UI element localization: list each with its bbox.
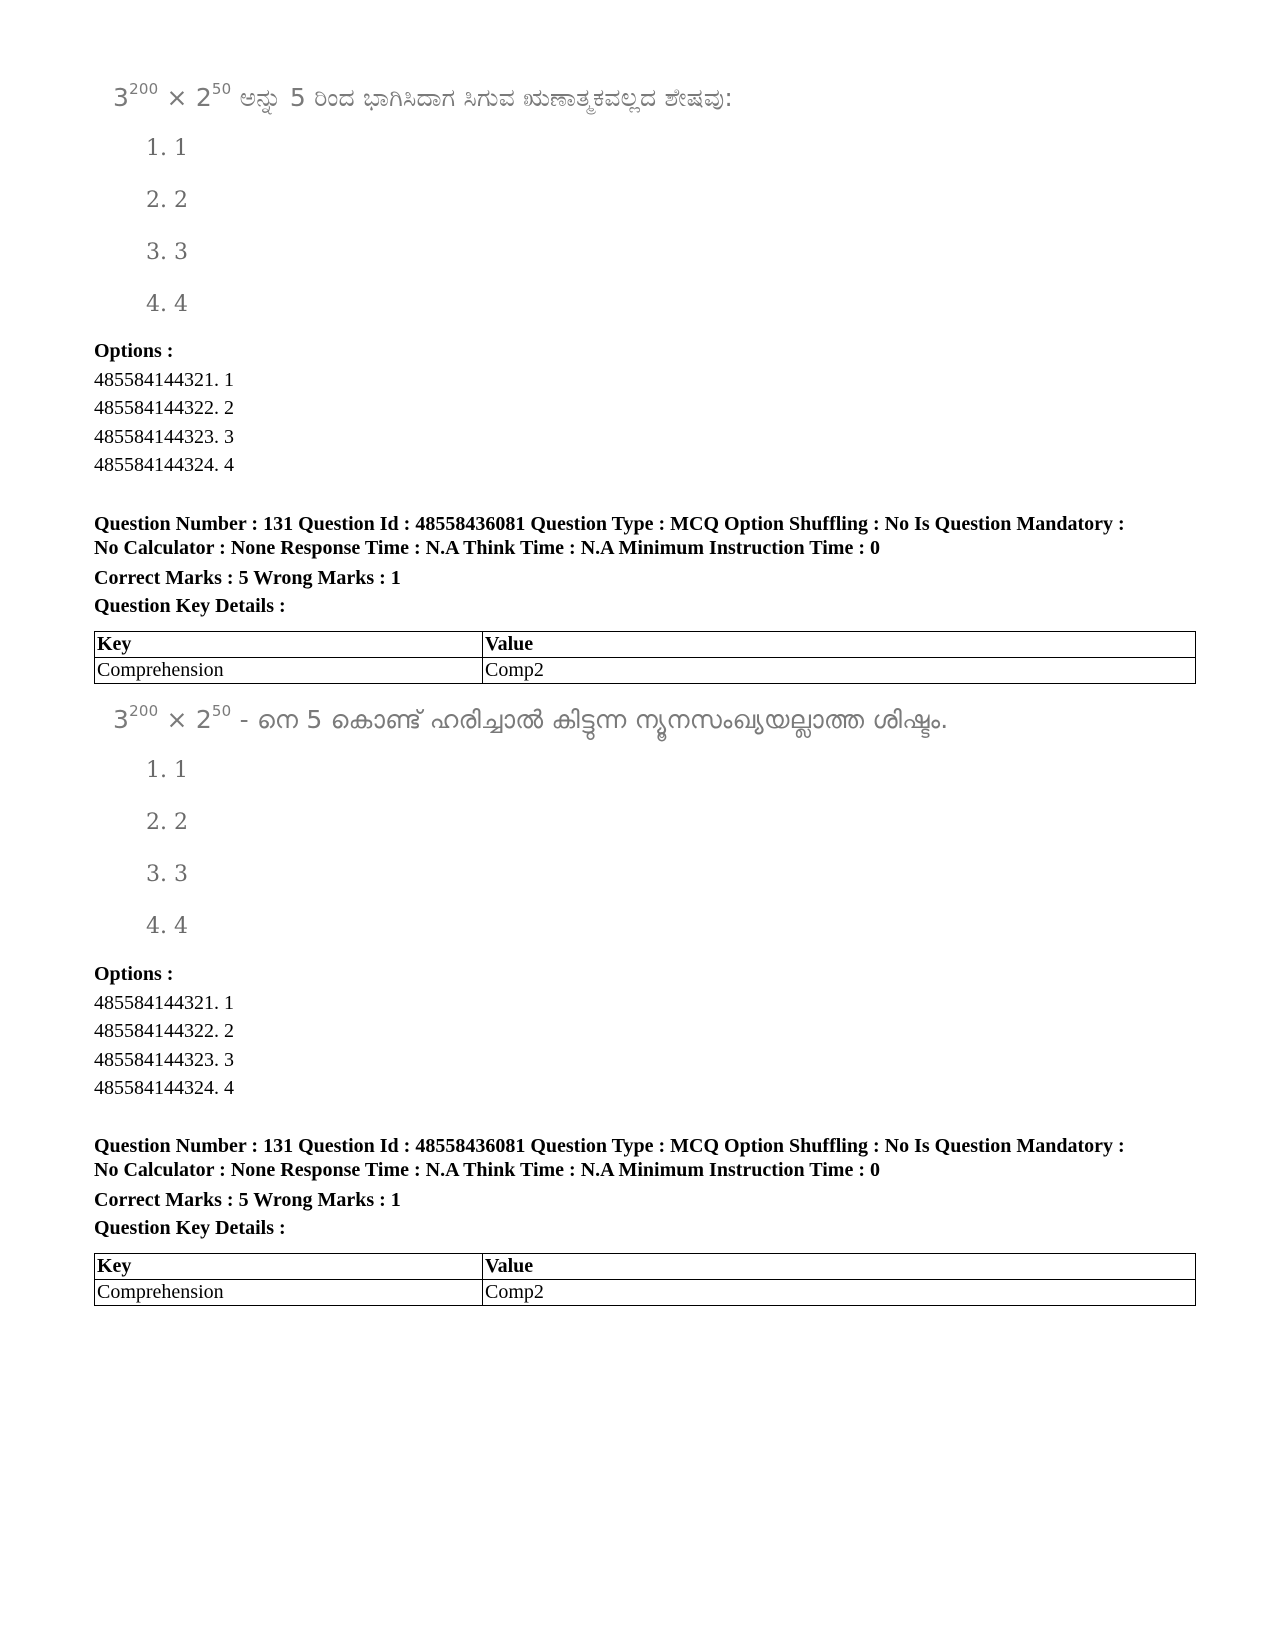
option-item: 485584144323. 3 [94, 1048, 234, 1071]
key-details-table [94, 1253, 1196, 1306]
table-row [95, 1280, 1196, 1306]
table-cell-key: Comprehension [95, 658, 483, 684]
table-cell-value: Comp2 [483, 658, 1196, 684]
stem-text: ಅನ್ನು 5 ರಿಂದ ಭಾಗಿಸಿದಾಗ ಸಿಗುವ ಋಣಾತ್ಮಕವಲ್ಲದ ಶೇಷವು: [239, 83, 734, 112]
stem-base-1: 3 [113, 83, 130, 112]
choice-2: 2. 2 [146, 188, 188, 213]
choice-2: 2. 2 [146, 810, 188, 835]
meta-line-1: Question Number : 131 Question Id : 48558436081 Question Type : MCQ Option Shuffling : No Is Question Mandatory : [94, 1135, 1125, 1157]
table-row [95, 658, 1196, 684]
option-item: 485584144321. 1 [94, 991, 234, 1014]
table-cell-key: Comprehension [95, 1280, 483, 1306]
option-item: 485584144324. 4 [94, 454, 234, 476]
meta-line-2: No Calculator : None Response Time : N.A Think Time : N.A Minimum Instruction Time : 0 [94, 1159, 880, 1181]
choice-1: 1. 1 [146, 136, 188, 161]
question-meta [94, 1134, 1214, 1242]
choice-3: 3. 3 [146, 240, 188, 265]
option-item: 485584144323. 3 [94, 425, 234, 448]
stem-times-sign: × [166, 705, 188, 734]
options-title: Options : [94, 340, 174, 362]
marks-line: Correct Marks : 5 Wrong Marks : 1 [94, 567, 401, 589]
key-details-title: Question Key Details : [94, 1217, 286, 1239]
options-list [94, 960, 234, 1103]
meta-line-2: No Calculator : None Response Time : N.A Think Time : N.A Minimum Instruction Time : 0 [94, 537, 880, 559]
table-cell-value: Comp2 [483, 1280, 1196, 1306]
key-details-table [94, 631, 1196, 684]
stem-exponent-2: 50 [211, 702, 232, 720]
option-item: 485584144324. 4 [94, 1077, 234, 1099]
question-stem [113, 78, 1013, 118]
question-stem [113, 700, 1013, 740]
stem-base-1: 3 [113, 705, 130, 734]
stem-times-sign: × [166, 83, 188, 112]
key-details-title: Question Key Details : [94, 595, 286, 617]
option-item: 485584144322. 2 [94, 397, 234, 419]
stem-text: - നെ 5 കൊണ്ട് ഹരിച്ചാൽ കിട്ടുന്ന ന്യൂനസംഖ്യയല്ലാത്ത ശിഷ്ടം. [239, 705, 949, 734]
stem-exponent-2: 50 [211, 80, 232, 98]
stem-exponent-1: 200 [129, 702, 159, 720]
stem-exponent-1: 200 [129, 80, 159, 98]
table-header-value: Value [483, 1254, 1196, 1280]
marks-line: Correct Marks : 5 Wrong Marks : 1 [94, 1189, 401, 1211]
choice-3: 3. 3 [146, 862, 188, 887]
choice-4: 4. 4 [146, 914, 188, 939]
choice-4: 4. 4 [146, 292, 188, 317]
table-header-value: Value [483, 632, 1196, 658]
table-header-row [95, 632, 1196, 658]
question-meta [94, 512, 1214, 620]
question-image-kannada [113, 78, 1013, 317]
question-image-malayalam [113, 700, 1013, 939]
table-header-row [95, 1254, 1196, 1280]
option-item: 485584144321. 1 [94, 368, 234, 391]
options-title: Options : [94, 963, 174, 985]
meta-line-1: Question Number : 131 Question Id : 48558436081 Question Type : MCQ Option Shuffling : No Is Question Mandatory : [94, 513, 1125, 535]
stem-base-2: 2 [195, 83, 212, 112]
table-header-key: Key [95, 1254, 483, 1280]
options-list [94, 337, 234, 480]
table-header-key: Key [95, 632, 483, 658]
option-item: 485584144322. 2 [94, 1020, 234, 1042]
choice-1: 1. 1 [146, 758, 188, 783]
stem-base-2: 2 [195, 705, 212, 734]
